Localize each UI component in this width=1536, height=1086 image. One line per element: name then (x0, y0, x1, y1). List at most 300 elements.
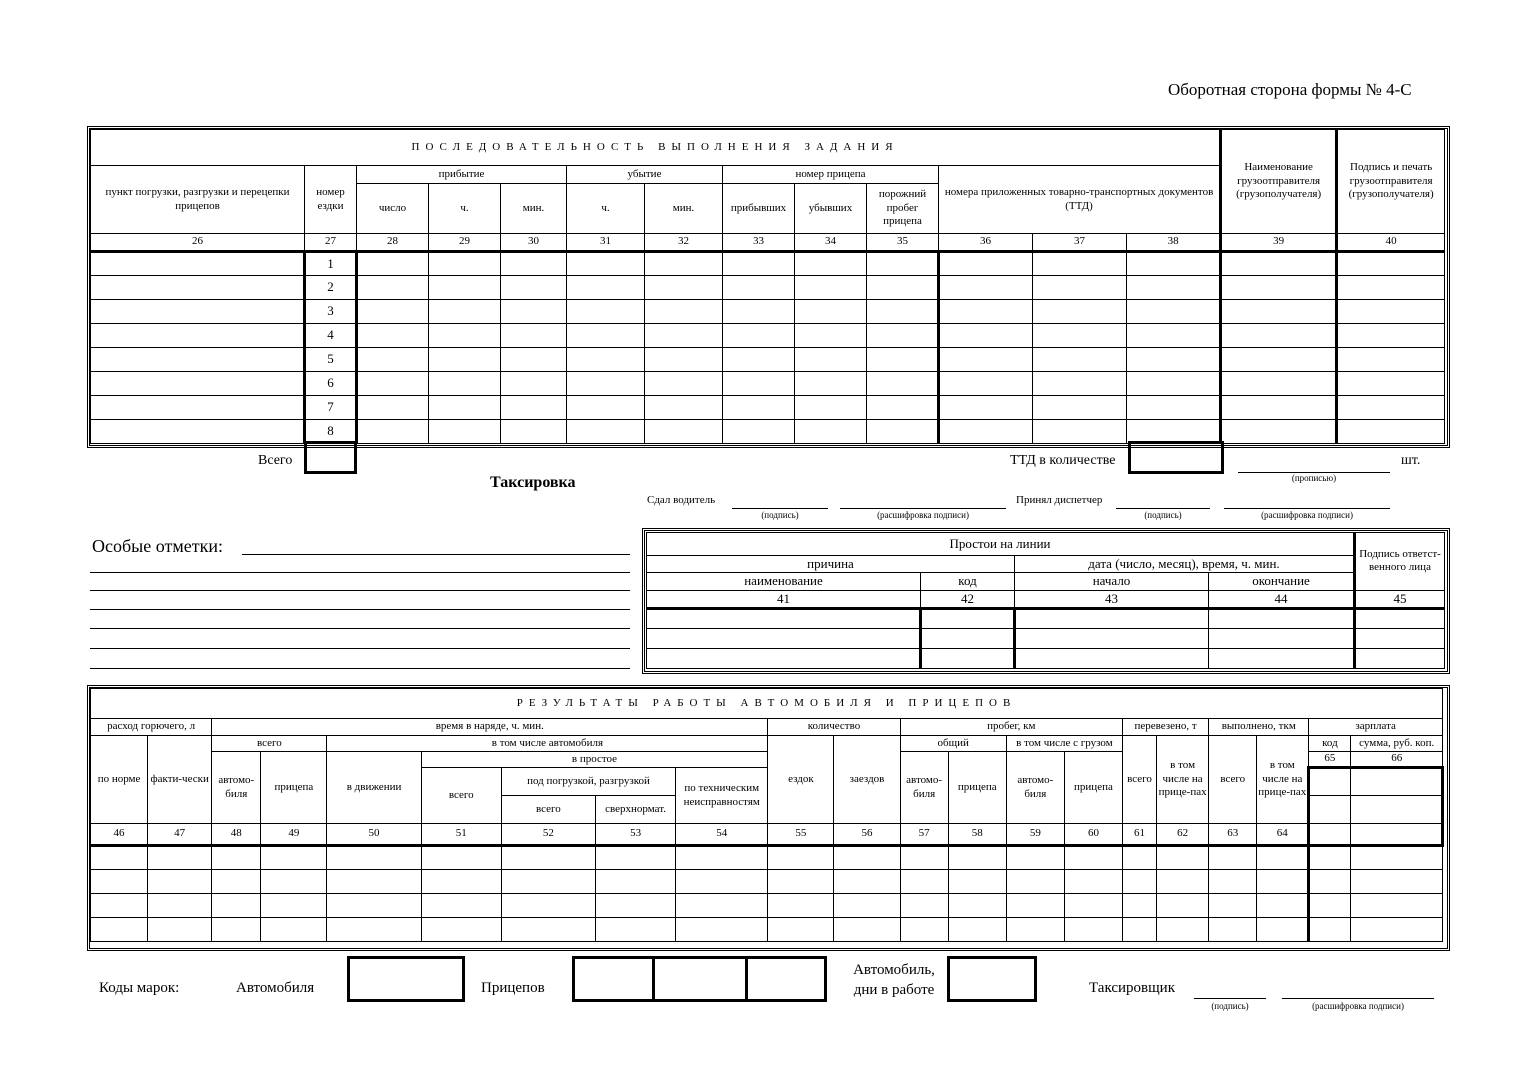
trip-cell[interactable] (723, 348, 795, 372)
downtime-cell[interactable] (921, 608, 1015, 628)
in-words-hint: (прописью) (1291, 473, 1337, 483)
downtime-cell[interactable] (1355, 608, 1445, 628)
start-header: начало (1015, 573, 1209, 590)
result-cell[interactable] (834, 918, 900, 942)
trip-cell[interactable] (567, 300, 645, 324)
result-cell[interactable] (501, 918, 595, 942)
trip-cell[interactable] (1221, 252, 1337, 276)
result-cell[interactable] (148, 918, 212, 942)
result-cell[interactable] (834, 870, 900, 894)
result-cell[interactable] (1123, 894, 1157, 918)
departure-header: убытие (567, 166, 723, 184)
arrival-header: прибытие (357, 166, 567, 184)
trip-cell[interactable] (1033, 420, 1127, 444)
trip-cell[interactable] (795, 420, 867, 444)
result-cell[interactable] (327, 894, 421, 918)
driver-decode-line[interactable] (840, 508, 1006, 509)
col-num: 63 (1209, 824, 1257, 846)
trip-cell[interactable] (939, 324, 1033, 348)
trip-cell[interactable] (1033, 300, 1127, 324)
result-cell[interactable] (900, 918, 948, 942)
trip-cell[interactable] (939, 372, 1033, 396)
trip-cell[interactable] (429, 372, 501, 396)
ttd-count-box[interactable] (1128, 441, 1224, 474)
trip-cell[interactable] (567, 324, 645, 348)
result-cell[interactable] (261, 846, 327, 870)
trip-cell[interactable] (1337, 300, 1445, 324)
dispatcher-decode-line[interactable] (1224, 508, 1390, 509)
col-num: 34 (795, 234, 867, 252)
trip-cell[interactable] (567, 372, 645, 396)
trip-cell[interactable] (1127, 420, 1221, 444)
trip-row (91, 372, 1445, 396)
result-cell[interactable] (212, 846, 261, 870)
col-num: 52 (501, 824, 595, 846)
trip-cell[interactable] (795, 372, 867, 396)
datetime-header: дата (число, месяц), время, ч. мин. (1015, 556, 1355, 573)
trip-cell[interactable] (867, 252, 939, 276)
trip-cell[interactable] (795, 300, 867, 324)
trip-row (91, 252, 1445, 276)
result-cell[interactable] (1157, 870, 1209, 894)
trip-cell[interactable] (357, 420, 429, 444)
col-num: 43 (1015, 590, 1209, 608)
trip-cell[interactable] (1127, 348, 1221, 372)
trip-cell[interactable] (91, 252, 305, 276)
trip-cell[interactable] (795, 276, 867, 300)
result-cell[interactable] (676, 870, 768, 894)
trip-cell[interactable] (1337, 276, 1445, 300)
trip-cell[interactable] (429, 276, 501, 300)
trip-cell[interactable] (567, 348, 645, 372)
result-cell[interactable] (768, 846, 834, 870)
reason-code-header: код (921, 573, 1015, 590)
downtime-cell[interactable] (647, 648, 921, 668)
trip-cell[interactable] (645, 300, 723, 324)
trip-number: 5 (305, 348, 357, 372)
trip-cell[interactable] (357, 300, 429, 324)
result-cell[interactable] (1351, 870, 1443, 894)
downtime-cell[interactable] (921, 628, 1015, 648)
trip-cell[interactable] (91, 420, 305, 444)
trip-cell[interactable] (723, 372, 795, 396)
reason-name-header: наименование (647, 573, 921, 590)
trip-cell[interactable] (723, 420, 795, 444)
result-cell[interactable] (676, 918, 768, 942)
driver-sign-hint: (подпись) (761, 510, 799, 520)
result-cell[interactable] (212, 870, 261, 894)
trip-cell[interactable] (501, 348, 567, 372)
trailer-code-box-3[interactable] (745, 956, 827, 1002)
with-cargo-header: в том числе с грузом (1006, 736, 1122, 752)
trip-cell[interactable] (501, 396, 567, 420)
result-cell[interactable] (1309, 918, 1351, 942)
trip-number: 2 (305, 276, 357, 300)
trip-cell[interactable] (1033, 324, 1127, 348)
end-header: окончание (1209, 573, 1355, 590)
col-num: 64 (1257, 824, 1309, 846)
taxer-sign-line[interactable] (1194, 998, 1266, 999)
downtime-table (646, 532, 1445, 669)
trip-cell[interactable] (867, 324, 939, 348)
downtime-cell[interactable] (1355, 648, 1445, 668)
salary-sum-cell[interactable] (1351, 768, 1443, 796)
trip-cell[interactable] (723, 396, 795, 420)
trip-cell[interactable] (795, 324, 867, 348)
result-cell[interactable] (1006, 870, 1064, 894)
trip-cell[interactable] (1127, 372, 1221, 396)
result-cell[interactable] (327, 918, 421, 942)
trip-cell[interactable] (91, 348, 305, 372)
fuel-header: расход горючего, л (91, 719, 212, 736)
trip-cell[interactable] (1221, 372, 1337, 396)
result-row (91, 846, 1443, 870)
min-header: мин. (501, 184, 567, 234)
trip-cell[interactable] (357, 348, 429, 372)
downtime-cell[interactable] (1209, 628, 1355, 648)
result-cell[interactable] (1309, 846, 1351, 870)
trip-cell[interactable] (1221, 276, 1337, 300)
trip-cell[interactable] (91, 276, 305, 300)
trip-cell[interactable] (867, 420, 939, 444)
taxation-title: Таксировка (490, 474, 576, 491)
trip-cell[interactable] (1337, 372, 1445, 396)
trip-cell[interactable] (939, 252, 1033, 276)
trip-cell[interactable] (645, 276, 723, 300)
col-num: 62 (1157, 824, 1209, 846)
result-cell[interactable] (834, 894, 900, 918)
trip-cell[interactable] (939, 300, 1033, 324)
result-cell[interactable] (595, 846, 675, 870)
result-cell[interactable] (1209, 846, 1257, 870)
driver-sign-line[interactable] (732, 508, 828, 509)
downtime-cell[interactable] (1209, 608, 1355, 628)
trip-cell[interactable] (501, 252, 567, 276)
motion-header: в движении (327, 752, 421, 824)
downtime-cell[interactable] (1209, 648, 1355, 668)
result-cell[interactable] (1209, 894, 1257, 918)
result-cell[interactable] (1257, 894, 1309, 918)
result-row (91, 918, 1443, 942)
special-marks-line[interactable] (90, 648, 630, 649)
trip-cell[interactable] (567, 252, 645, 276)
trip-cell[interactable] (645, 420, 723, 444)
day-header: число (357, 184, 429, 234)
result-cell[interactable] (1006, 894, 1064, 918)
handed-driver-label: Сдал водитель (647, 494, 716, 506)
trip-cell[interactable] (429, 396, 501, 420)
trip-cell[interactable] (1221, 324, 1337, 348)
result-cell[interactable] (900, 870, 948, 894)
trip-cell[interactable] (567, 420, 645, 444)
result-cell[interactable] (421, 918, 501, 942)
taxer-decode-line[interactable] (1282, 998, 1434, 999)
trip-cell[interactable] (723, 276, 795, 300)
trip-cell[interactable] (867, 372, 939, 396)
trip-cell[interactable] (1337, 420, 1445, 444)
result-cell[interactable] (1351, 918, 1443, 942)
time-header: время в наряде, ч. мин. (212, 719, 768, 736)
trip-cell[interactable] (1033, 252, 1127, 276)
trip-cell[interactable] (723, 252, 795, 276)
result-cell[interactable] (501, 894, 595, 918)
result-cell[interactable] (501, 846, 595, 870)
brand-codes-label: Коды марок: (99, 980, 180, 996)
trip-cell[interactable] (429, 348, 501, 372)
salary-code-cell[interactable] (1309, 796, 1351, 824)
special-marks-line[interactable] (90, 609, 630, 610)
trip-row (91, 396, 1445, 420)
salary-sum-cell[interactable] (1351, 824, 1443, 846)
result-cell[interactable] (91, 846, 148, 870)
col-num: 58 (948, 824, 1006, 846)
result-cell[interactable] (91, 870, 148, 894)
result-cell[interactable] (1006, 846, 1064, 870)
trip-row (91, 348, 1445, 372)
trip-cell[interactable] (91, 372, 305, 396)
total-time-header: всего (212, 736, 327, 752)
trip-cell[interactable] (1337, 396, 1445, 420)
trip-cell[interactable] (429, 300, 501, 324)
trip-cell[interactable] (645, 252, 723, 276)
trip-cell[interactable] (501, 420, 567, 444)
actual-header: факти-чески (148, 736, 212, 824)
result-cell[interactable] (768, 870, 834, 894)
trip-number: 1 (305, 252, 357, 276)
col-num: 55 (768, 824, 834, 846)
result-cell[interactable] (595, 894, 675, 918)
trip-cell[interactable] (91, 396, 305, 420)
col-num: 59 (1006, 824, 1064, 846)
downtime-cell[interactable] (1015, 628, 1209, 648)
trip-cell[interactable] (1127, 300, 1221, 324)
result-cell[interactable] (1257, 918, 1309, 942)
downtime-cell[interactable] (1015, 608, 1209, 628)
result-cell[interactable] (148, 894, 212, 918)
result-cell[interactable] (1257, 870, 1309, 894)
trip-cell[interactable] (429, 252, 501, 276)
trip-cell[interactable] (429, 324, 501, 348)
result-cell[interactable] (768, 918, 834, 942)
col-num: 40 (1337, 234, 1445, 252)
result-cell[interactable] (900, 894, 948, 918)
trip-cell[interactable] (645, 348, 723, 372)
result-cell[interactable] (948, 894, 1006, 918)
result-cell[interactable] (1123, 918, 1157, 942)
trip-cell[interactable] (1127, 396, 1221, 420)
trip-cell[interactable] (939, 420, 1033, 444)
trip-cell[interactable] (91, 300, 305, 324)
car-days-box[interactable] (947, 956, 1037, 1002)
trip-cell[interactable] (567, 276, 645, 300)
result-cell[interactable] (595, 918, 675, 942)
special-marks-line[interactable] (90, 628, 630, 629)
special-marks-line[interactable] (90, 572, 630, 573)
trip-cell[interactable] (723, 300, 795, 324)
dispatcher-sign-line[interactable] (1116, 508, 1210, 509)
result-cell[interactable] (1157, 918, 1209, 942)
trip-cell[interactable] (501, 276, 567, 300)
trip-cell[interactable] (1221, 420, 1337, 444)
trip-cell[interactable] (795, 396, 867, 420)
trip-cell[interactable] (1127, 252, 1221, 276)
result-cell[interactable] (1157, 894, 1209, 918)
trip-cell[interactable] (939, 348, 1033, 372)
result-cell[interactable] (1309, 870, 1351, 894)
result-cell[interactable] (595, 870, 675, 894)
trip-cell[interactable] (1221, 348, 1337, 372)
result-cell[interactable] (1157, 846, 1209, 870)
trailer-code-box-1[interactable] (572, 956, 655, 1002)
result-cell[interactable] (421, 846, 501, 870)
result-cell[interactable] (148, 870, 212, 894)
taxer-decode-hint: (расшифровка подписи) (1312, 1001, 1404, 1011)
result-cell[interactable] (1006, 918, 1064, 942)
result-cell[interactable] (327, 846, 421, 870)
special-marks-line[interactable] (90, 668, 630, 669)
trip-cell[interactable] (1127, 276, 1221, 300)
salary-sum-cell[interactable] (1351, 796, 1443, 824)
result-cell[interactable] (768, 894, 834, 918)
salary-code-cell[interactable] (1309, 824, 1351, 846)
responsible-sign-header: Подпись ответст-венного лица (1355, 533, 1445, 591)
result-cell[interactable] (421, 894, 501, 918)
trip-cell[interactable] (645, 372, 723, 396)
trip-cell[interactable] (867, 300, 939, 324)
trip-cell[interactable] (501, 372, 567, 396)
trip-cell[interactable] (357, 324, 429, 348)
result-cell[interactable] (1123, 846, 1157, 870)
result-cell[interactable] (212, 918, 261, 942)
trip-row (91, 300, 1445, 324)
trip-cell[interactable] (795, 252, 867, 276)
trip-cell[interactable] (1033, 348, 1127, 372)
trip-number: 4 (305, 324, 357, 348)
departed-header: убывших (795, 184, 867, 234)
col-num: 49 (261, 824, 327, 846)
trip-cell[interactable] (939, 396, 1033, 420)
result-cell[interactable] (948, 846, 1006, 870)
salary-header: зарплата (1309, 719, 1443, 736)
overnorm-header: сверхнормат. (595, 796, 675, 824)
downtime-cell[interactable] (647, 608, 921, 628)
trip-cell[interactable] (645, 396, 723, 420)
trip-cell[interactable] (795, 348, 867, 372)
downtime-cell[interactable] (1355, 628, 1445, 648)
result-cell[interactable] (261, 870, 327, 894)
trip-cell[interactable] (501, 324, 567, 348)
result-cell[interactable] (1064, 894, 1122, 918)
trip-cell[interactable] (1127, 324, 1221, 348)
trip-cell[interactable] (1337, 324, 1445, 348)
result-cell[interactable] (834, 846, 900, 870)
result-cell[interactable] (676, 846, 768, 870)
trip-cell[interactable] (723, 324, 795, 348)
trailer-code-box-2[interactable] (652, 956, 748, 1002)
downtime-cell[interactable] (921, 648, 1015, 668)
done-header: выполнено, ткм (1209, 719, 1309, 736)
trip-cell[interactable] (429, 420, 501, 444)
salary-code-cell[interactable] (1309, 768, 1351, 796)
trip-cell[interactable] (939, 276, 1033, 300)
trip-cell[interactable] (357, 252, 429, 276)
trip-cell[interactable] (1033, 396, 1127, 420)
result-cell[interactable] (261, 918, 327, 942)
result-cell[interactable] (1064, 918, 1122, 942)
trip-cell[interactable] (91, 324, 305, 348)
trip-cell[interactable] (357, 372, 429, 396)
result-cell[interactable] (1123, 870, 1157, 894)
trip-cell[interactable] (1033, 372, 1127, 396)
result-cell[interactable] (212, 894, 261, 918)
result-cell[interactable] (900, 846, 948, 870)
result-cell[interactable] (501, 870, 595, 894)
col-num: 48 (212, 824, 261, 846)
result-cell[interactable] (1351, 894, 1443, 918)
tech-header: по техническим неисправностям (676, 768, 768, 824)
trip-cell[interactable] (867, 396, 939, 420)
trip-cell[interactable] (357, 276, 429, 300)
transported-header: перевезено, т (1123, 719, 1209, 736)
col-num: 51 (421, 824, 501, 846)
trip-cell[interactable] (501, 300, 567, 324)
result-cell[interactable] (1064, 870, 1122, 894)
trip-no-header: номер ездки (305, 166, 357, 234)
downtime-cell[interactable] (647, 628, 921, 648)
trip-cell[interactable] (1221, 396, 1337, 420)
special-marks-line[interactable] (242, 554, 630, 555)
trip-number: 3 (305, 300, 357, 324)
result-cell[interactable] (948, 918, 1006, 942)
result-cell[interactable] (1064, 846, 1122, 870)
trip-cell[interactable] (1337, 348, 1445, 372)
result-cell[interactable] (1209, 870, 1257, 894)
result-cell[interactable] (1257, 846, 1309, 870)
car-code-box[interactable] (347, 956, 465, 1002)
trip-cell[interactable] (1337, 252, 1445, 276)
result-cell[interactable] (421, 870, 501, 894)
result-cell[interactable] (1309, 894, 1351, 918)
shipper-header: Наименование грузоотправителя (грузополучателя) (1221, 130, 1337, 234)
col-num: 60 (1064, 824, 1122, 846)
result-cell[interactable] (261, 894, 327, 918)
trip-cell[interactable] (645, 324, 723, 348)
result-cell[interactable] (91, 918, 148, 942)
result-cell[interactable] (1351, 846, 1443, 870)
downtime-cell[interactable] (1015, 648, 1209, 668)
trip-cell[interactable] (1221, 300, 1337, 324)
total-trips-box[interactable] (304, 441, 357, 474)
col-num: 35 (867, 234, 939, 252)
col-num: 56 (834, 824, 900, 846)
result-cell[interactable] (948, 870, 1006, 894)
trip-cell[interactable] (1033, 276, 1127, 300)
trip-cell[interactable] (867, 276, 939, 300)
dep-min-header: мин. (645, 184, 723, 234)
trip-cell[interactable] (867, 348, 939, 372)
special-marks-line[interactable] (90, 590, 630, 591)
result-cell[interactable] (327, 870, 421, 894)
col-num: 36 (939, 234, 1033, 252)
trip-cell[interactable] (357, 396, 429, 420)
results-col-numbers (91, 824, 1443, 846)
result-cell[interactable] (148, 846, 212, 870)
result-cell[interactable] (91, 894, 148, 918)
result-cell[interactable] (1209, 918, 1257, 942)
col-num: 45 (1355, 590, 1445, 608)
result-cell[interactable] (676, 894, 768, 918)
trip-cell[interactable] (567, 396, 645, 420)
